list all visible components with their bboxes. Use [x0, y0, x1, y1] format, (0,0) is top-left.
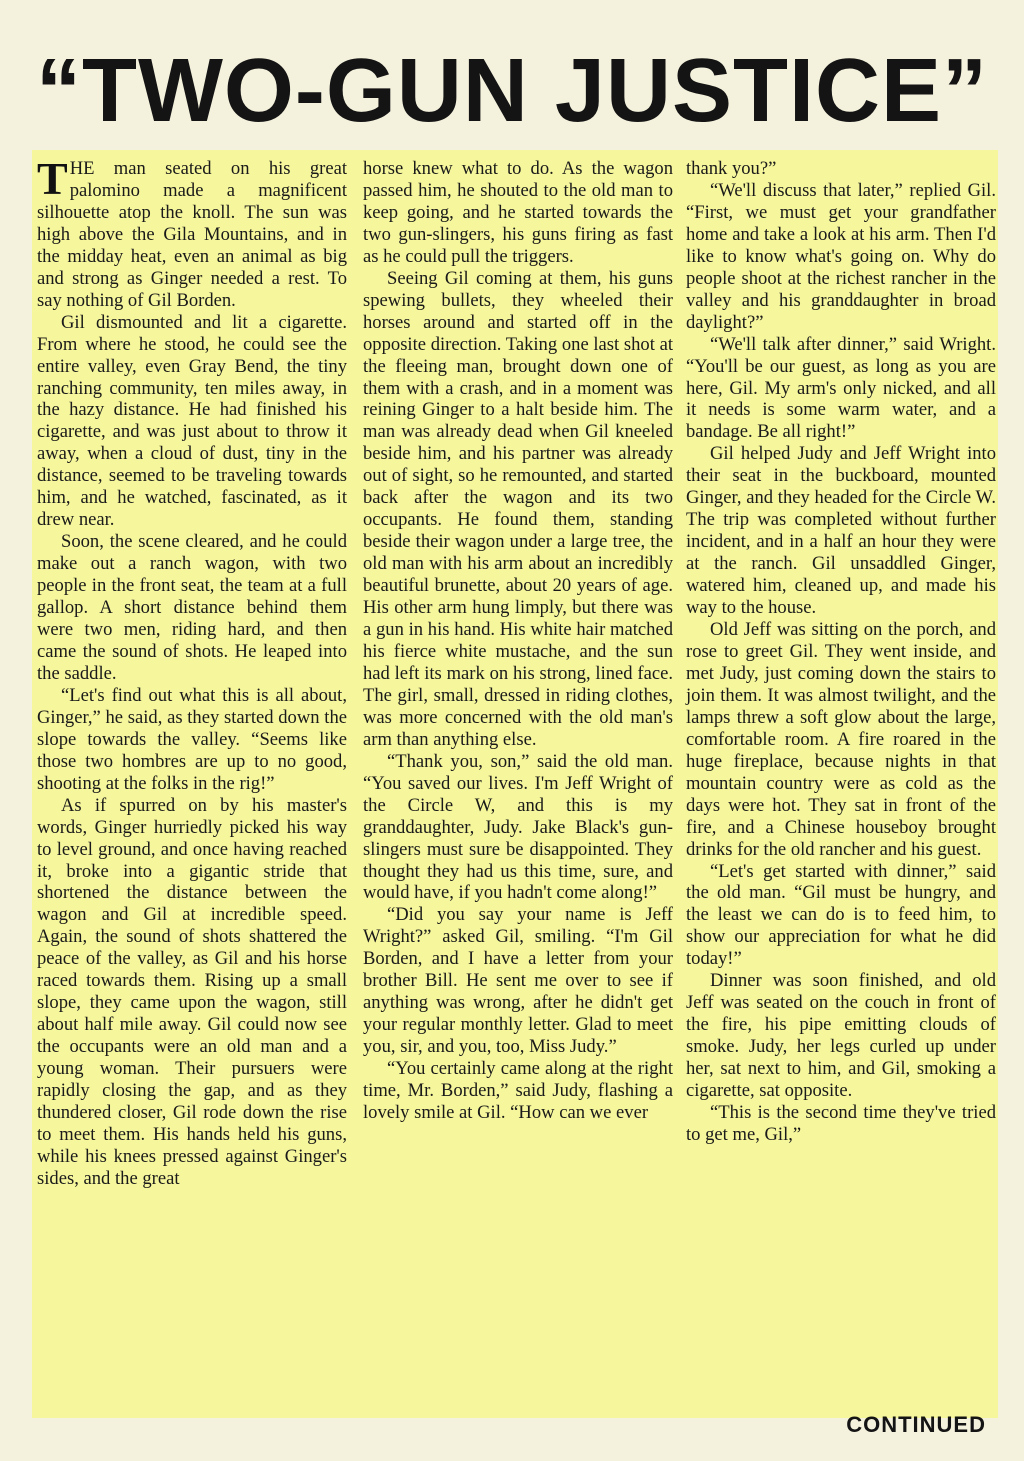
text-columns: [32, 150, 998, 1418]
paragraph-text: HE man seated on his great palomino made a magnificent silhouette atop the knoll. The sun was high above the Gila Mountains, and in the midday heat, even an animal as big and strong as Ginger needed a rest. To say nothing of Gil Borden.: [37, 158, 347, 311]
paragraph: “Thank you, son,” said the old man. “You saved our lives. I'm Jeff Wright of the Circle W, and this is my granddaughter, Judy. Jake Black's gun-slingers must sure be disappointed. They thought they had us this time, sure, and would have, if you hadn't come along!”: [363, 750, 673, 904]
paragraph: “We'll discuss that later,” replied Gil. “First, we must get your grandfather home and take a look at his arm. Then I'd like to know what's going on. Why do people shoot at the richest rancher in the valley and his granddaughter in broad daylight?”: [686, 179, 996, 333]
paragraph: Seeing Gil coming at them, his guns spewing bullets, they wheeled their horses around and started off in the opposite direction. Taking one last shot at the fleeing man, brought down one of them with a crash, and in a moment was reining Ginger to a halt beside him. The man was already dead when Gil kneeled beside him, and his partner was already out of sight, so he remounted, and started back after the wagon and its two occupants. He found them, standing beside their wagon under a large tree, the old man with his arm about an incredibly beautiful brunette, about 20 years of age. His other arm hung limply, but there was a gun in his hand. His white hair matched his fierce white mustache, and the sun had left its mark on his strong, lined face. The girl, small, dressed in riding clothes, was more concerned with the old man's arm than anything else.: [363, 267, 673, 750]
paragraph: “Let's find out what this is all about, Ginger,” he said, as they started down the slope towards the valley. “Seems like those two hombres are up to no good, shooting at the folks in the rig!”: [37, 684, 347, 794]
story-title: “TWO-GUN JUSTICE”: [36, 41, 988, 141]
paragraph: horse knew what to do. As the wagon passed him, he shouted to the old man to keep going, and he started towards the two gun-slingers, his guns firing as fast as he could pull the triggers.: [363, 158, 673, 267]
paragraph: “This is the second time they've tried to get me, Gil,”: [686, 1101, 996, 1145]
column-3: [686, 158, 996, 1146]
column-2: [363, 158, 673, 1124]
paragraph: As if spurred on by his master's words, Ginger hurriedly picked his way to level ground, and once having reached it, broke into a gigantic stride that shortened the distance between the wagon and Gil at incredible speed. Again, the sound of shots shattered the peace of the valley, as Gil and his horse raced towards them. Rising up a small slope, they came upon the wagon, still about half mile away. Gil could now see the occupants were an old man and a young woman. Their pursuers were rapidly closing the gap, and as they thundered closer, Gil rode down the rise to meet them. His hands held his guns, while his knees pressed against Ginger's sides, and the great: [37, 794, 347, 1189]
paragraph: Soon, the scene cleared, and he could make out a ranch wagon, with two people in the front seat, the team at a full gallop. A short distance behind them were two men, riding hard, and then came the sound of shots. He leaped into the saddle.: [37, 531, 347, 684]
paragraph: Dinner was soon finished, and old Jeff was seated on the couch in front of the fire, his pipe emitting clouds of smoke. Judy, her legs curled up under her, sat next to him, and Gil, smoking a cigarette, sat opposite.: [686, 970, 996, 1102]
paragraph: “You certainly came along at the right time, Mr. Borden,” said Judy, flashing a lovely smile at Gil. “How can we ever: [363, 1058, 673, 1123]
paragraph: Gil dismounted and lit a cigarette. From where he stood, he could see the entire valley, even Gray Bend, the tiny ranching community, ten miles away, in the hazy distance. He had finished his cigarette, and was just about to throw it away, when a cloud of dust, tiny in the distance, seemed to be traveling towards him, and he watched, fascinated, as it drew near.: [37, 311, 347, 531]
paragraph: Old Jeff was sitting on the porch, and rose to greet Gil. They went inside, and met Judy, just coming down the stairs to join them. It was almost twilight, and the lamps threw a soft glow about the large, comfortable room. A fire roared in the huge fireplace, because nights in that mountain country were as cold as the days were hot. They sat in front of the fire, and a Chinese houseboy brought drinks for the old rancher and his guest.: [686, 619, 996, 860]
paragraph: Gil helped Judy and Jeff Wright into their seat in the buckboard, mounted Ginger, and they headed for the Circle W. The trip was completed without further incident, and in a half an hour they were at the ranch. Gil unsaddled Ginger, watered him, cleaned up, and made his way to the house.: [686, 443, 996, 619]
paragraph: “Let's get started with dinner,” said the old man. “Gil must be hungry, and the least we can do is to feed him, to show our appreciation for what he did today!”: [686, 860, 996, 970]
paragraph: “We'll talk after dinner,” said Wright. “You'll be our guest, as long as you are here, Gil. My arm's only nicked, and all it needs is some warm water, and a bandage. Be all right!”: [686, 333, 996, 443]
paragraph: “Did you say your name is Jeff Wright?” asked Gil, smiling. “I'm Gil Borden, and I have a letter from your brother Bill. He sent me over to see if anything was wrong, after he didn't get your regular monthly letter. Glad to meet you, sir, and you, too, Miss Judy.”: [363, 904, 673, 1058]
paragraph: [37, 153, 347, 312]
drop-cap: T: [37, 153, 68, 204]
paragraph: thank you?”: [686, 158, 777, 179]
column-1: [37, 153, 347, 1190]
continued-label: CONTINUED: [846, 1412, 986, 1437]
